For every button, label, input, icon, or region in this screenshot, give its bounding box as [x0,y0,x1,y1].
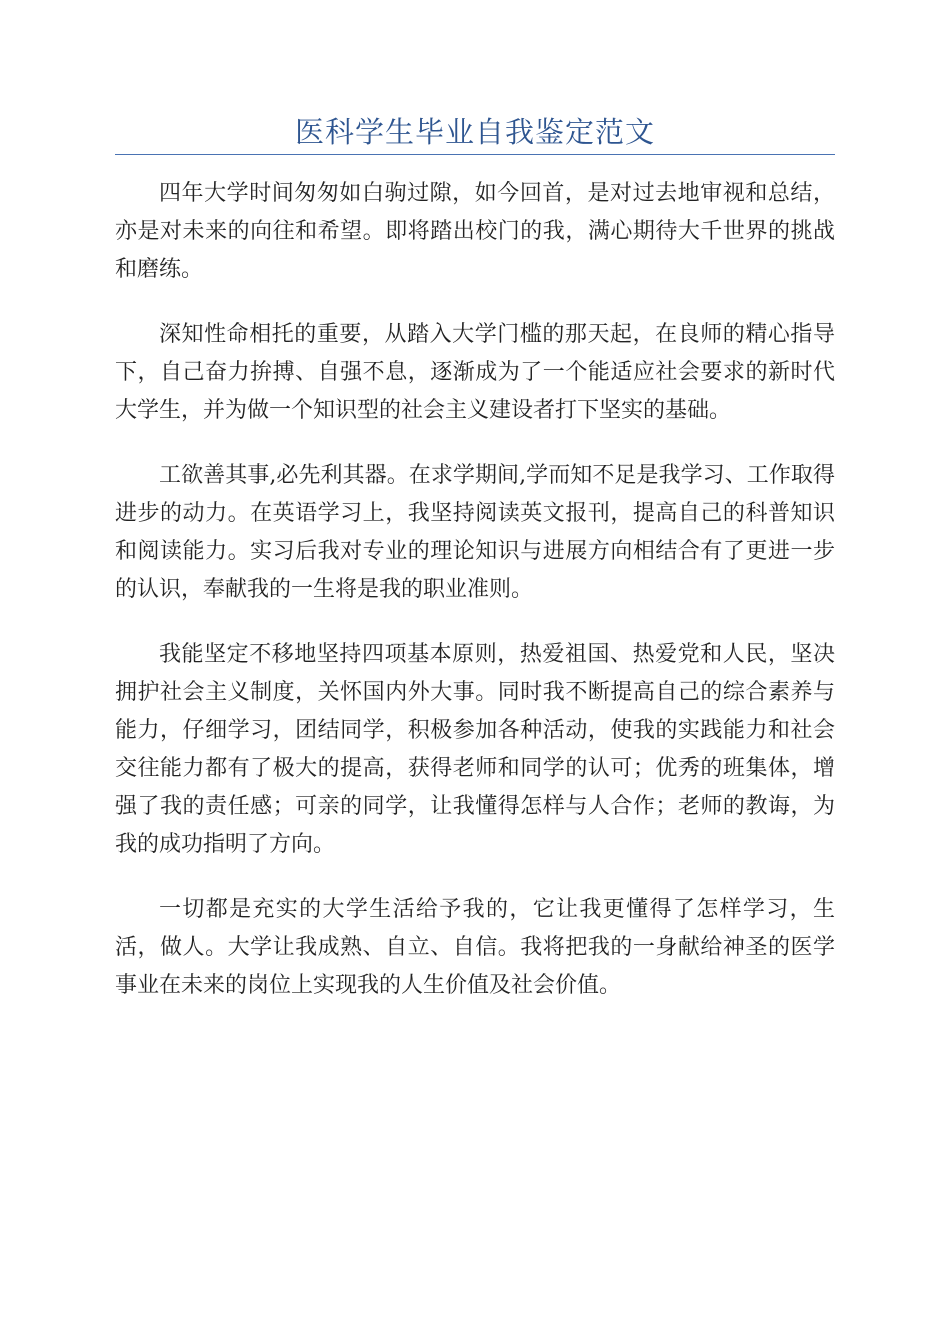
paragraph-3: 工欲善其事,必先利其器。在求学期间,学而知不足是我学习、工作取得进步的动力。在英语学习上，我坚持阅读英文报刊，提高自己的科普知识和阅读能力。实习后我对专业的理论知识与进展方向相结合有了更进一步的认识，奉献我的一生将是我的职业准则。 [115,463,835,602]
paragraph-2: 深知性命相托的重要，从踏入大学门槛的那天起，在良师的精心指导下，自己奋力拚搏、自强不息，逐渐成为了一个能适应社会要求的新时代大学生，并为做一个知识型的社会主义建设者打下坚实的基础。 [115,322,835,423]
paragraph-4: 我能坚定不移地坚持四项基本原则，热爱祖国、热爱党和人民，坚决拥护社会主义制度，关怀国内外大事。同时我不断提高自己的综合素养与能力，仔细学习，团结同学，积极参加各种活动，使我的实践能力和社会交往能力都有了极大的提高，获得老师和同学的认可；优秀的班集体，增强了我的责任感；可亲的同学，让我懂得怎样与人合作；老师的教诲，为我的成功指明了方向。 [115,642,835,857]
title-underline [115,154,835,155]
document-body [115,175,835,1032]
paragraph-5: 一切都是充实的大学生活给予我的，它让我更懂得了怎样学习，生活，做人。大学让我成熟、自立、自信。我将把我的一身献给神圣的医学事业在未来的岗位上实现我的人生价值及社会价值。 [115,897,835,998]
paragraph-1: 四年大学时间匆匆如白驹过隙，如今回首，是对过去地审视和总结，亦是对未来的向往和希望。即将踏出校门的我，满心期待大千世界的挑战和磨练。 [115,181,835,282]
document-title: 医科学生毕业自我鉴定范文 [294,115,655,149]
